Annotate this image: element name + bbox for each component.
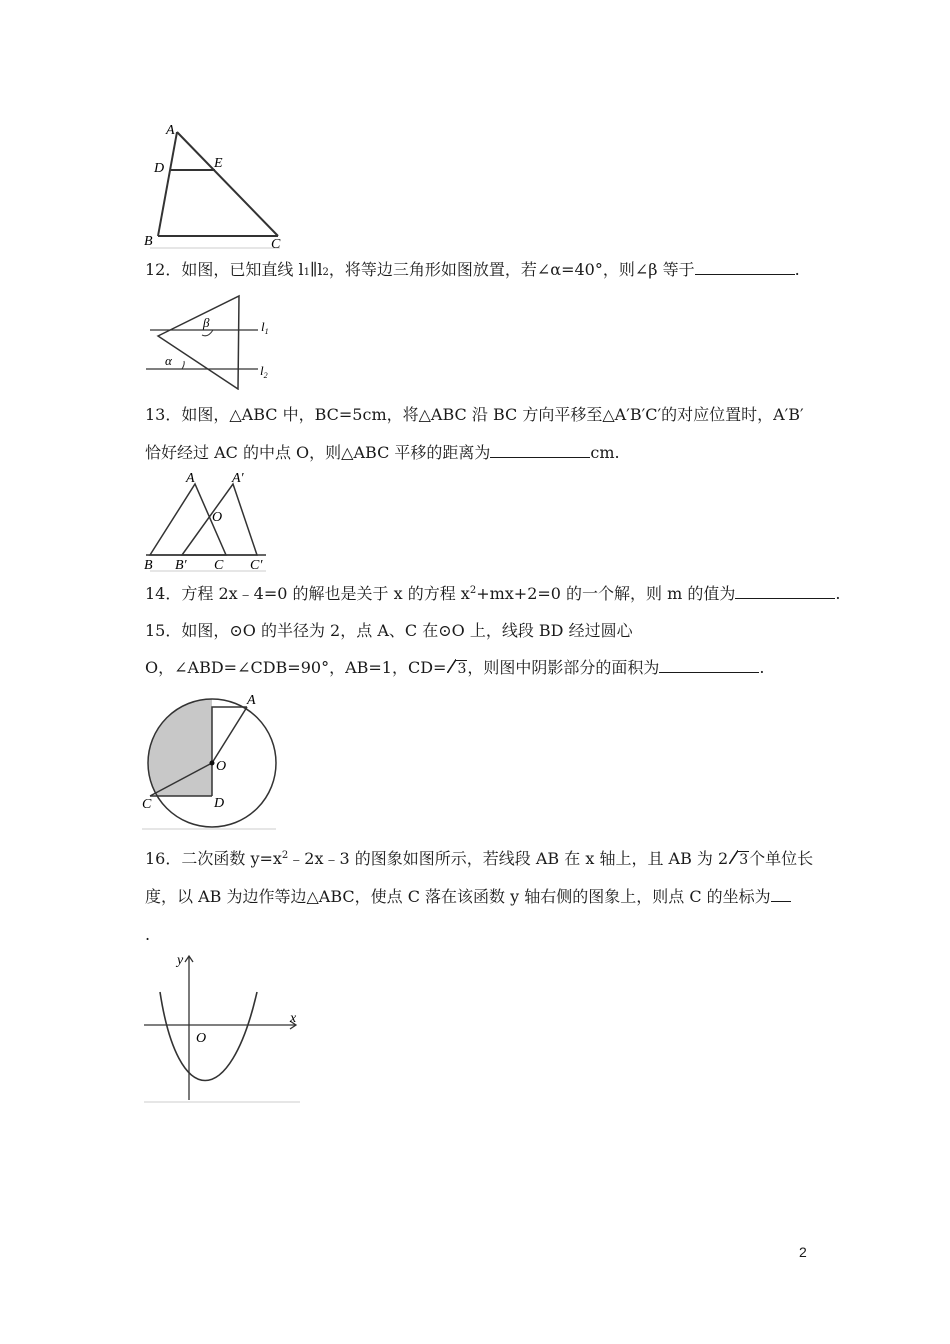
label-x: x — [290, 1011, 297, 1026]
label-c-prime: C′ — [250, 558, 263, 573]
label-d: D — [214, 796, 225, 811]
label-alpha: α — [165, 353, 172, 368]
label-o: O — [216, 759, 227, 774]
question-13-line-2: 恰好经过 AC 的中点 O，则△ABC 平移的距离为 cm. — [145, 443, 620, 462]
sqrt-3: 3 — [447, 657, 467, 680]
label-l2: $l_2$ — [260, 363, 268, 380]
label-o: O — [212, 510, 223, 525]
label-b: B — [144, 558, 153, 573]
label-beta: β — [203, 315, 210, 330]
label-a: A — [166, 123, 175, 138]
answer-blank[interactable] — [771, 887, 791, 902]
question-16-line-2: 度，以 AB 为边作等边△ABC，使点 C 落在该函数 y 轴右侧的图象上，则点 C 的坐标为 — [145, 886, 791, 908]
label-c: C — [214, 558, 224, 573]
answer-blank[interactable] — [695, 260, 795, 275]
label-l1: $l_1$ — [261, 319, 269, 336]
figure-parallel-lines-triangle — [140, 290, 280, 390]
question-13-line-1: 13．如图，△ABC 中，BC=5cm，将△ABC 沿 BC 方向平移至△A′B′C′的对应位置时，A′B′ — [145, 405, 804, 424]
label-a: A — [247, 693, 256, 708]
question-12: 12．如图，已知直线 l1∥l2，将等边三角形如图放置，若∠α=40°，则∠β 等于 . — [145, 260, 800, 279]
question-15-line-2: O，∠ABD=∠CDB=90°，AB=1，CD= 3，则图中阴影部分的面积为 . — [145, 657, 764, 680]
label-o: O — [196, 1031, 207, 1046]
label-e: E — [214, 156, 223, 171]
question-16-line-1: 16．二次函数 $y=x^2﹣2x﹣3$ 的图象如图所示，若线段 AB 在 x 轴上，且 AB 为 2 3个单位长 — [145, 848, 813, 871]
label-d: D — [154, 161, 165, 176]
answer-blank[interactable] — [490, 443, 590, 458]
label-c: C — [142, 797, 152, 812]
label-c: C — [271, 237, 281, 252]
answer-blank[interactable] — [735, 584, 835, 599]
answer-blank[interactable] — [659, 658, 759, 673]
question-16-line-3: . — [145, 925, 151, 944]
label-a-prime: A′ — [232, 471, 244, 486]
figure-translated-triangles — [140, 470, 270, 575]
sqrt-3: 3 — [729, 848, 749, 871]
page-number: 2 — [799, 1244, 807, 1260]
figure-parabola — [140, 950, 302, 1105]
label-y: y — [177, 953, 184, 968]
label-a: A — [186, 471, 195, 486]
question-15-line-1: 15．如图，⊙O 的半径为 2，点 A、C 在⊙O 上，线段 BD 经过圆心 — [145, 621, 633, 640]
label-b: B — [144, 234, 153, 249]
label-b-prime: B′ — [175, 558, 187, 573]
figure-circle-shaded — [140, 690, 280, 832]
question-14: 14．方程 2x﹣4=0 的解也是关于 x 的方程 $x^2+mx+2=0$ 的一个解，则 m 的值为 . — [145, 584, 841, 603]
figure-triangle-ade — [140, 118, 290, 253]
